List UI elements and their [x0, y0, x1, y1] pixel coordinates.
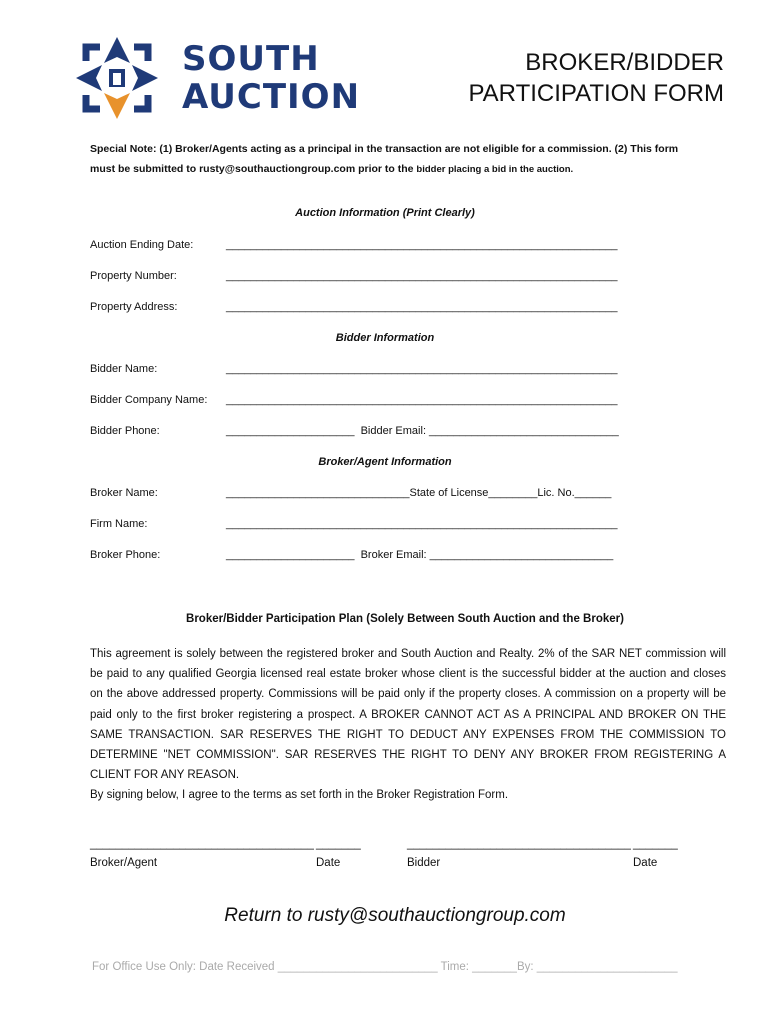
- plan-paragraph: This agreement is solely between the registered broker and South Auction and Realty. 2% of the SAR NET commission will be paid to any qualified Georgia licensed real estate broker whose client is the successful bidder at the auction and closes on the above addressed property. Commissions will be paid only if the property closes. A commission on a property will be paid only to the first broker registering a prospect. A BROKER CANNOT ACT AS A PRINCIPAL AND BROKER ON THE SAME TRANSACTION. SAR RESERVES THE RIGHT TO DEDUCT ANY EXPENSES FROM THE COMMISSION TO DETERMINE "NET COMMISSION". SAR RESERVES THE RIGHT TO DENY ANY BROKER FROM REGISTERING A CLIENT FOR ANY REASON.: [90, 648, 726, 782]
- auction-info-heading: Auction Information (Print Clearly): [295, 207, 475, 219]
- broker-signature-label: Broker/Agent: [90, 857, 158, 869]
- plan-body: [90, 644, 726, 806]
- brand-name: [182, 40, 360, 116]
- bidder-phone-label: Bidder Phone:: [90, 425, 160, 437]
- auction-ending-date-label: Auction Ending Date:: [90, 239, 194, 251]
- firm-name-field[interactable]: ________________________________________________________________: [226, 518, 618, 530]
- bidder-company-field[interactable]: ________________________________________________________________: [226, 394, 618, 406]
- property-address-label: Property Address:: [90, 301, 178, 313]
- bidder-name-label: Bidder Name:: [90, 363, 158, 375]
- form-title: [468, 47, 724, 109]
- broker-date-line[interactable]: _______: [316, 838, 361, 850]
- broker-date-label: Date: [316, 857, 341, 869]
- bidder-name-field[interactable]: ________________________________________________________________: [226, 363, 618, 375]
- broker-phone-email-field[interactable]: _____________________ Broker Email: ______________________________: [226, 549, 614, 561]
- special-note-tail: bidder placing a bid in the auction.: [416, 164, 574, 175]
- office-use-line: For Office Use Only: Date Received _________________________ Time: _______By: ______________________: [92, 961, 678, 973]
- bidder-phone-email-field[interactable]: _____________________ Bidder Email: _______________________________: [226, 425, 619, 437]
- broker-signature-line[interactable]: ___________________________________: [90, 838, 314, 850]
- property-number-field[interactable]: ________________________________________________________________: [226, 270, 618, 282]
- plan-agree-text: By signing below, I agree to the terms as set forth in the Broker Registration Form.: [90, 789, 509, 802]
- title-line1: BROKER/BIDDER: [525, 49, 724, 76]
- bidder-company-label: Bidder Company Name:: [90, 394, 208, 406]
- brand-line2: AUCTION: [182, 77, 361, 117]
- south-auction-logo-icon: [72, 33, 162, 123]
- special-note-text: Special Note: (1) Broker/Agents acting as a principal in the transaction are not eligible for a commission. (2) This form must be submitted to rusty@southauctiongroup.com prior to the: [90, 143, 679, 175]
- broker-info-heading: Broker/Agent Information: [318, 456, 452, 468]
- bidder-info-heading: Bidder Information: [335, 332, 435, 344]
- bidder-signature-label: Bidder: [407, 857, 441, 869]
- broker-phone-label: Broker Phone:: [90, 549, 161, 561]
- bidder-date-line[interactable]: _______: [633, 838, 678, 850]
- property-address-field[interactable]: ________________________________________________________________: [226, 301, 618, 313]
- bidder-signature-line[interactable]: ___________________________________: [407, 838, 631, 850]
- title-line2: PARTICIPATION FORM: [468, 80, 724, 107]
- brand-line1: SOUTH: [182, 39, 320, 79]
- plan-heading: Broker/Bidder Participation Plan (Solely Between South Auction and the Broker): [186, 613, 624, 625]
- auction-ending-date-field[interactable]: ________________________________________________________________: [226, 239, 618, 251]
- special-note: [90, 139, 690, 180]
- broker-name-license-field[interactable]: ______________________________State of License________Lic. No.______: [226, 487, 612, 499]
- firm-name-label: Firm Name:: [90, 518, 148, 530]
- return-instructions: Return to rusty@southauctiongroup.com: [224, 905, 566, 926]
- property-number-label: Property Number:: [90, 270, 177, 282]
- broker-name-label: Broker Name:: [90, 487, 158, 499]
- bidder-date-label: Date: [633, 857, 658, 869]
